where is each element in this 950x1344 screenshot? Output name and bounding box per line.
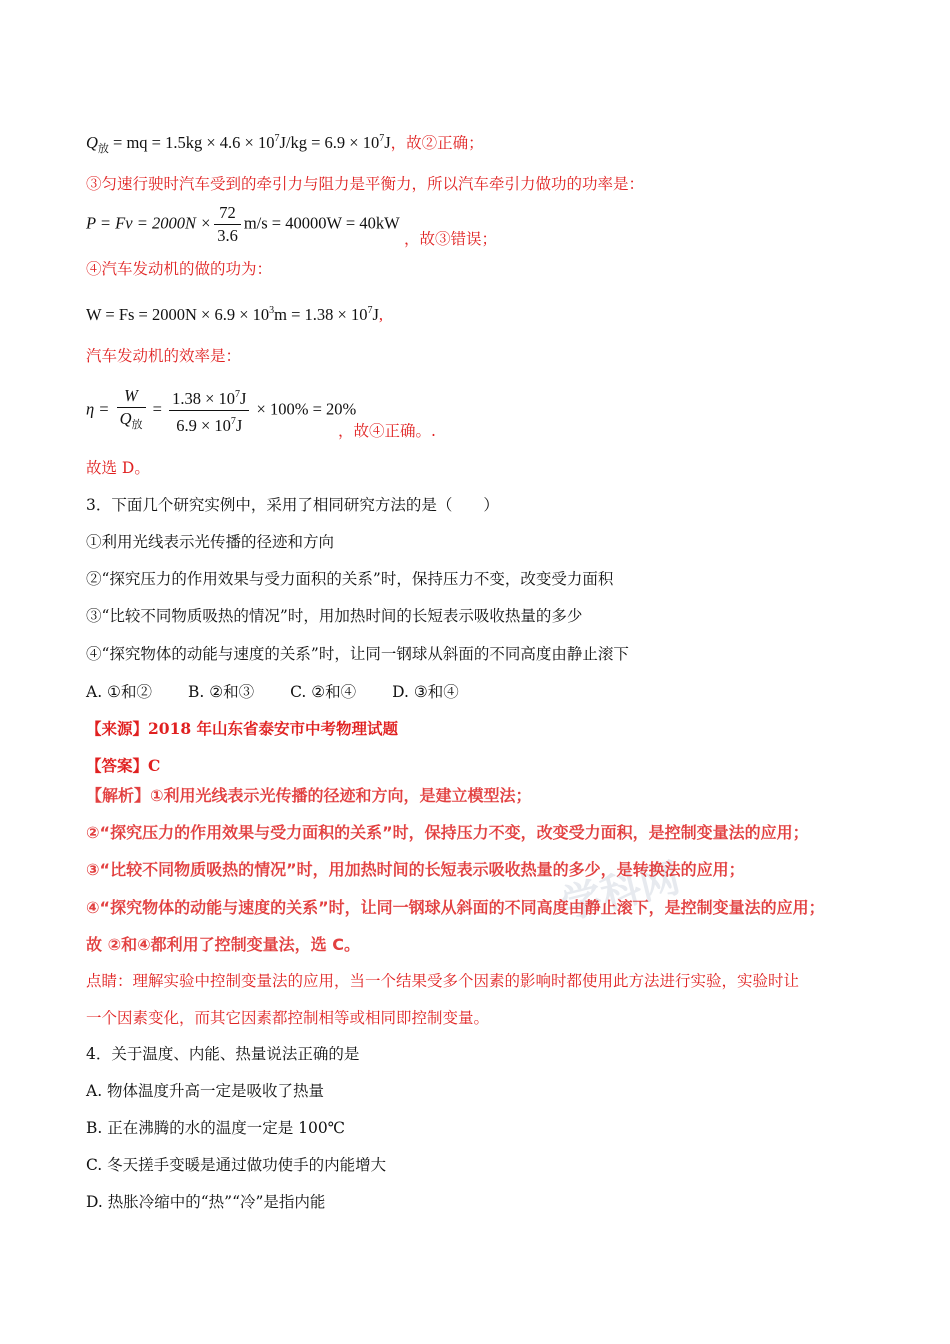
- item4-intro: ④汽车发动机的做的功为：: [86, 260, 273, 278]
- heat-formula-part1: = mq = 1.5kg × 4.6 × 10: [108, 133, 275, 152]
- power-denominator: 3.6: [217, 226, 238, 245]
- eta-numerator-w: [117, 385, 146, 408]
- eta-num-a: 1.38 × 10: [172, 389, 235, 408]
- heat-formula: [86, 128, 484, 160]
- q3-answer: 【答案】C: [86, 756, 161, 775]
- power-numerator: 72: [214, 202, 241, 225]
- q3-option-c: C. ②和④: [290, 683, 357, 701]
- exp-3: 3: [269, 305, 275, 316]
- work-part1: W = Fs = 2000N × 6.9 × 10: [86, 305, 270, 324]
- eta-tail: × 100% = 20%: [256, 399, 357, 419]
- power-formula: [86, 202, 400, 247]
- watermark: 学科网: [557, 855, 685, 929]
- heat-formula-unit: J: [384, 133, 391, 152]
- q3-analysis-1: 【解析】①利用光线表示光传播的径迹和方向，是建立模型法；: [86, 786, 532, 805]
- eta-fraction-numeric: [169, 384, 249, 437]
- exp-7-a: 7: [274, 133, 280, 144]
- q3-item-2: ②“探究压力的作用效果与受力面积的关系”时，保持压力不变，改变受力面积: [86, 570, 614, 588]
- power-fraction: [214, 202, 241, 247]
- heat-formula-part2: J/kg = 6.9 × 10: [279, 133, 380, 152]
- exp-7-b: 7: [379, 133, 385, 144]
- q3-comment-1: 点睛：理解实验中控制变量法的应用，当一个结果受多个因素的影响时都使用此方法进行实验，实验时让: [86, 972, 800, 990]
- efficiency-formula: η = $\frac{W}{Q_放}$ = $\frac{1.38 \times 10^7J}{6.9 \times 10^7J}$ × 100% = 20%: [86, 386, 357, 435]
- work-unit: J: [372, 305, 379, 324]
- power-lhs: P = Fv = 2000N ×: [86, 213, 212, 233]
- q3-analysis-4: ④“探究物体的动能与速度的关系”时，让同一钢球从斜面的不同高度由静止滚下，是控制变量法的应用；: [86, 898, 825, 917]
- heat-conclusion: ，故②正确；: [390, 134, 484, 152]
- eta-q-sub: 放: [131, 419, 143, 431]
- eta-numerator: $1.38 \times 10^7J$: [169, 384, 249, 411]
- exp-7-e: 7: [230, 416, 236, 427]
- q4-option-c: C. 冬天搓手变暖是通过做功使手的内能增大: [86, 1156, 387, 1174]
- heat-q-subscript: 放: [97, 143, 109, 155]
- q4-stem: 4．关于温度、内能、热量说法正确的是: [86, 1045, 360, 1063]
- q3-comment-2: 一个因素变化，而其它因素都控制相等或相同即控制变量。: [86, 1009, 490, 1027]
- eta-fraction-symbolic: [117, 385, 146, 436]
- q3-analysis-3: ③“比较不同物质吸热的情况”时，用加热时间的长短表示吸收热量的多少，是转换法的应用；: [86, 860, 745, 879]
- eta-den-a: 6.9 × 10: [176, 416, 231, 435]
- q3-options: [86, 681, 495, 703]
- eta-w: W: [124, 386, 138, 405]
- eta-denominator-q: [117, 408, 146, 436]
- exp-7-d: 7: [235, 389, 240, 400]
- q4-option-a: A. 物体温度升高一定是吸收了热量: [86, 1082, 325, 1100]
- q3-stem: 3．下面几个研究实例中，采用了相同研究方法的是（ ）: [86, 496, 499, 514]
- eta-q: Q: [119, 409, 132, 428]
- q3-option-d: D. ③和④: [392, 683, 459, 701]
- q4-option-b: B. 正在沸腾的水的温度一定是 100℃: [86, 1119, 346, 1137]
- work-part2: m = 1.38 × 10: [274, 305, 368, 324]
- work-formula: [86, 300, 383, 326]
- q3-item-3: ③“比较不同物质吸热的情况”时，用加热时间的长短表示吸收热量的多少: [86, 607, 583, 625]
- q3-option-a: A. ①和②: [86, 683, 152, 701]
- power-conclusion: ，故③错误；: [404, 230, 498, 248]
- q3-item-1: ①利用光线表示光传播的径迹和方向: [86, 533, 335, 551]
- q3-analysis-5: 故 ②和④都利用了控制变量法，选 C。: [86, 935, 360, 954]
- eta-lhs: η =: [86, 399, 110, 419]
- power-rhs: m/s = 40000W = 40kW: [243, 213, 400, 233]
- q3-option-b: B. ②和③: [187, 683, 255, 701]
- eta-denominator: $6.9 \times 10^7J$: [176, 416, 243, 435]
- exp-7-c: 7: [367, 305, 373, 316]
- efficiency-intro: 汽车发动机的效率是：: [86, 347, 242, 365]
- heat-q-symbol: Q: [86, 133, 98, 152]
- q4-option-d: D. 热胀冷缩中的“热”“冷”是指内能: [86, 1193, 326, 1211]
- item3-intro: ③匀速行驶时汽车受到的牵引力与阻力是平衡力，所以汽车牵引力做功的功率是：: [86, 175, 645, 193]
- work-comma: ,: [378, 305, 384, 324]
- choice: 故选 D。: [86, 459, 150, 477]
- q3-source: 【来源】2018 年山东省泰安市中考物理试题: [86, 719, 399, 738]
- eta-conclusion: ，故④正确。.: [338, 422, 436, 440]
- q3-analysis-2: ②“探究压力的作用效果与受力面积的关系”时，保持压力不变，改变受力面积，是控制变量法的应用；: [86, 823, 809, 842]
- q3-item-4: ④“探究物体的动能与速度的关系”时，让同一钢球从斜面的不同高度由静止滚下: [86, 645, 629, 663]
